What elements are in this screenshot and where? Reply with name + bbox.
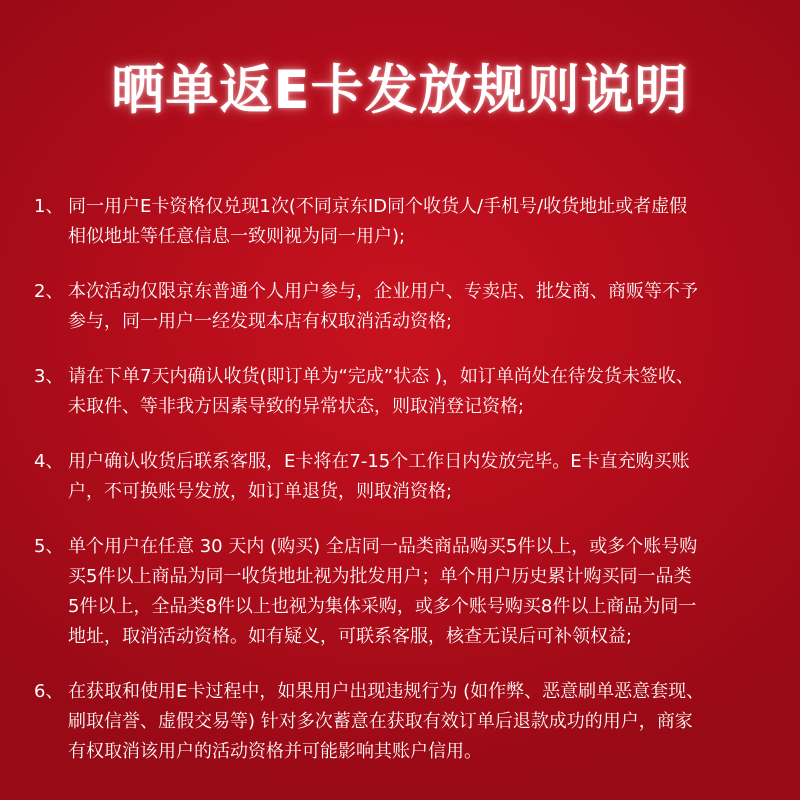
page-title: 晒单返E卡发放规则说明 [111,60,689,121]
rule-number: 5、 [34,536,64,557]
rule-line: 请在下单7天内确认收货(即订单为“完成”状态 )，如订单尚处在待发货未签收、 [68,366,694,387]
rule-item-3 [34,362,778,422]
rule-item-5 [34,532,778,652]
rule-number: 1、 [34,196,64,217]
rule-line: 户，不可换账号发放，如订单退货，则取消资格; [68,481,453,502]
rule-item-4 [34,447,778,507]
rule-number: 4、 [34,451,64,472]
rule-text [68,277,778,337]
rule-line: 地址，取消活动资格。如有疑义，可联系客服，核查无误后可补领权益; [68,626,633,647]
rule-line: 参与，同一用户一经发现本店有权取消活动资格; [68,311,453,332]
rule-line: 相似地址等任意信息一致则视为同一用户); [68,226,406,247]
rule-number: 3、 [34,366,64,387]
rule-line: 5件以上，全品类8件以上也视为集体采购，或多个账号购买8件以上商品为同一 [68,596,697,617]
rule-text [68,447,778,507]
rule-line: 用户确认收货后联系客服，E卡将在7-15个工作日内发放完毕。E卡直充购买账 [68,451,690,472]
rule-number: 2、 [34,281,64,302]
rule-line: 本次活动仅限京东普通个人用户参与，企业用户、专卖店、批发商、商贩等不予 [68,281,698,302]
rules-list [34,192,778,792]
rule-line: 买5件以上商品为同一收货地址视为批发用户；单个用户历史累计购买同一品类 [68,566,692,587]
rule-text [68,192,778,252]
rule-line: 有权取消该用户的活动资格并可能影响其账户信用。 [68,741,482,762]
rule-line: 同一用户E卡资格仅兑现1次(不同京东ID同个收货人/手机号/收货地址或者虚假 [68,196,688,217]
rule-item-1 [34,192,778,252]
rule-number: 6、 [34,681,64,702]
rule-line: 单个用户在任意 30 天内 (购买) 全店同一品类商品购买5件以上，或多个账号购 [68,536,698,557]
rule-text [68,362,778,422]
rule-item-6 [34,677,778,767]
rule-line: 在获取和使用E卡过程中，如果用户出现违规行为 (如作弊、恶意刷单恶意套现、 [68,681,705,702]
rule-line: 刷取信誉、虚假交易等) 针对多次蓄意在获取有效订单后退款成功的用户，商家 [68,711,693,732]
rule-line: 未取件、等非我方因素导致的异常状态，则取消登记资格; [68,396,525,417]
rule-text [68,677,778,767]
rule-text [68,532,778,652]
rule-item-2 [34,277,778,337]
